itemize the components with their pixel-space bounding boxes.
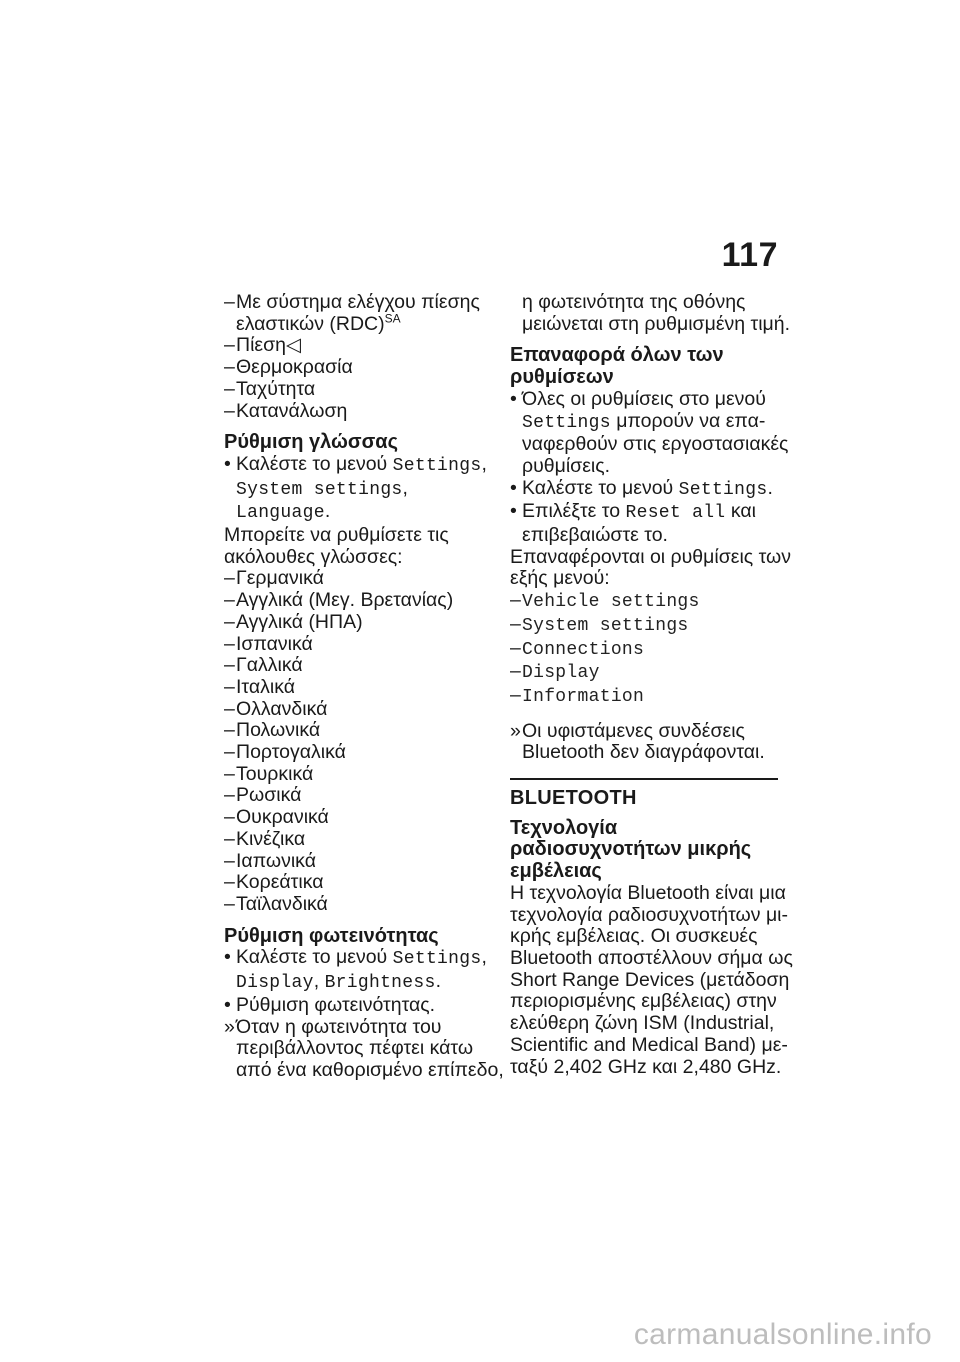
paragraph-line: Η τεχνολογία Bluetooth είναι μια xyxy=(510,881,786,904)
bullet-item: • Ρύθμιση φωτεινότητας. xyxy=(224,993,436,1016)
sa-superscript: SA xyxy=(384,311,401,326)
menu-list-item: – System settings xyxy=(510,612,689,636)
bluetooth-heading: Τεχνολογία xyxy=(510,816,618,839)
language-heading: Ρύθμιση γλώσσας xyxy=(224,431,398,454)
paragraph-line: ταξύ 2,402 GHz και 2,480 GHz. xyxy=(510,1055,782,1078)
page-number: 117 xyxy=(721,236,778,274)
paragraph-line: Short Range Devices (μετάδοση xyxy=(510,968,790,991)
reset-heading: Επαναφορά όλων των xyxy=(510,344,724,367)
left-column xyxy=(224,291,504,1082)
list-item: – Ουκρανικά xyxy=(224,806,329,829)
list-item: – Τουρκικά xyxy=(224,762,314,785)
bullet-item: • Καλέστε το μενού Settings, xyxy=(224,452,487,476)
paragraph-line: Bluetooth αποστέλλουν σήμα ως xyxy=(510,946,793,969)
list-item: – Ισπανικά xyxy=(224,632,313,655)
menu-list-item: – Display xyxy=(510,660,600,684)
list-item: – Ολλανδικά xyxy=(224,697,328,720)
note-item: » Οι υφιστάμενες συνδέσεις xyxy=(510,719,745,742)
list-item: – Κορεάτικα xyxy=(224,871,324,894)
languages-list xyxy=(224,568,499,915)
paragraph: Μπορείτε να ρυθμίσετε τις xyxy=(224,524,449,547)
paragraph-line: ελεύθερη ζώνη ISM (Industrial, xyxy=(510,1012,775,1035)
bullet-item-continuation: επιβεβαιώστε το. xyxy=(522,524,668,547)
paragraph: ακόλουθες γλώσσες: xyxy=(224,545,403,568)
list-item: – Ρωσικά xyxy=(224,784,302,807)
list-item: – Αγγλικά (Μεγ. Βρετανίας) xyxy=(224,589,454,612)
note-continuation: η φωτεινότητα της οθόνης xyxy=(522,291,746,313)
paragraph-line: περιορισμένης εμβέλειας) στην xyxy=(510,990,777,1013)
list-item: – Πορτογαλικά xyxy=(224,741,346,764)
list-item: – Θερμοκρασία xyxy=(224,356,353,379)
bluetooth-heading: εμβέλειας xyxy=(510,860,602,883)
bullet-item-continuation: Language. xyxy=(236,500,331,524)
bluetooth-heading: ραδιοσυχνοτήτων μικρής xyxy=(510,838,752,861)
bullet-item: • Καλέστε το μενού Settings, xyxy=(224,946,487,970)
list-item: – Κινέζικα xyxy=(224,827,306,850)
list-item: – Γαλλικά xyxy=(224,654,303,677)
paragraph-line: τεχνολογία ραδιοσυχνοτήτων μι- xyxy=(510,903,789,926)
watermark: carmanualsonline.info xyxy=(633,1318,932,1351)
bullet-item-continuation: ρυθμίσεις. xyxy=(522,454,611,477)
list-item: – Αγγλικά (ΗΠΑ) xyxy=(224,610,363,633)
bullet-item: • Επιλέξτε το Reset all και xyxy=(510,500,756,524)
list-item: – Γερμανικά xyxy=(224,567,324,590)
section-title: BLUETOOTH xyxy=(510,787,637,810)
note-continuation: Bluetooth δεν διαγράφονται. xyxy=(522,741,765,764)
list-item: – Πολωνικά xyxy=(224,719,321,742)
list-item: – Με σύστημα ελέγχου πίεσης xyxy=(224,291,480,313)
note-continuation: από ένα καθορισμένο επίπεδο, xyxy=(236,1058,504,1081)
list-item: – Ιταλικά xyxy=(224,675,295,698)
bullet-item-continuation: System settings, xyxy=(236,476,408,500)
reset-heading: ρυθμίσεων xyxy=(510,366,614,389)
brightness-heading: Ρύθμιση φωτεινότητας xyxy=(224,924,439,947)
bluetooth-body xyxy=(510,881,793,1078)
list-item: – Ταϊλανδικά xyxy=(224,892,328,915)
bullet-item-continuation: Settings μπορούν να επα- xyxy=(522,409,766,433)
bullet-item-continuation: Display, Brightness. xyxy=(236,970,442,994)
list-item: – Ταχύτητα xyxy=(224,377,316,400)
menu-list-item: – Information xyxy=(510,683,645,707)
menu-list-item: – Connections xyxy=(510,636,645,660)
list-item-continuation: ελαστικών (RDC)$^{SA}$ xyxy=(236,311,401,335)
bullet-item: • Όλες οι ρυθμίσεις στο μενού xyxy=(510,387,766,410)
paragraph: εξής μενού: xyxy=(510,567,610,590)
bullet-item-continuation: ναφερθούν στις εργοστασιακές xyxy=(522,433,789,456)
reset-menus-list xyxy=(510,590,780,709)
paragraph: Επαναφέρονται οι ρυθμίσεις των xyxy=(510,545,791,568)
list-item: – Ιαπωνικά xyxy=(224,849,316,872)
menu-list-item: – Vehicle settings xyxy=(510,589,700,613)
paragraph-line: κρής εμβέλειας. Οι συσκευές xyxy=(510,925,758,948)
note-continuation: μειώνεται στη ρυθμισμένη τιμή. xyxy=(522,312,791,335)
right-column xyxy=(510,291,793,1078)
paragraph-line: Scientific and Medical Band) με- xyxy=(510,1033,788,1056)
list-item: – Πίεση◁ xyxy=(224,334,301,357)
note-continuation: περιβάλλοντος πέφτει κάτω xyxy=(236,1037,474,1060)
section-divider xyxy=(510,778,778,780)
bullet-item: • Καλέστε το μενού Settings. xyxy=(510,476,773,500)
list-item: – Κατανάλωση xyxy=(224,399,348,422)
note-item: » Όταν η φωτεινότητα του xyxy=(224,1015,442,1038)
